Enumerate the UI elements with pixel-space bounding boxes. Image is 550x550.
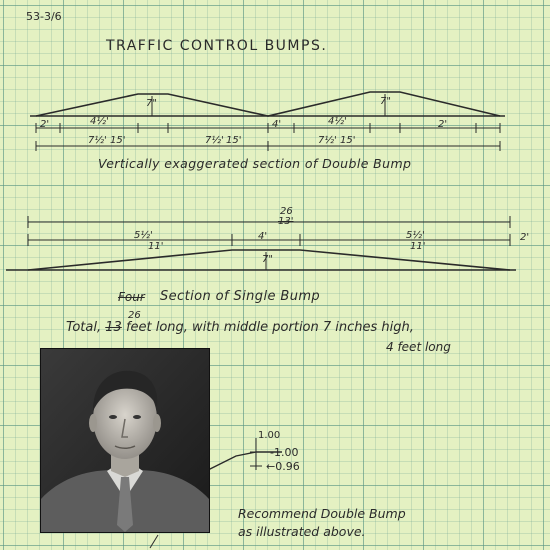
recommend-line-1: Recommend Double Bump: [238, 506, 406, 521]
note-line-1-rest: feet long, with middle portion 7 inches high,: [125, 320, 414, 335]
page-number: 53-3/6: [26, 10, 62, 23]
double-dim-2a: 2': [40, 119, 50, 130]
double-dim-4-5b: 4½': [328, 116, 347, 127]
double-dim-4a: 4': [272, 119, 282, 130]
note-prefix: Total,: [66, 320, 102, 335]
single-total-old: 13': [278, 216, 294, 227]
double-dim-4-5a: 4½': [90, 116, 109, 127]
double-dim-7-5c: 7½': [318, 135, 337, 146]
sketch-value-1: -1.00: [270, 446, 299, 459]
double-dim-7-5b: 7½': [205, 135, 224, 146]
note-old-value: 13: [105, 320, 122, 335]
double-dim-7-5a: 7½': [88, 135, 107, 146]
single-height-label: 7": [262, 254, 273, 265]
note-line-2: 4 feet long: [386, 340, 451, 354]
double-height-label-2: 7": [380, 96, 391, 107]
recommend-line-2: as illustrated above.: [238, 524, 366, 539]
single-dim-5-5b: 5½': [406, 230, 425, 241]
single-dim-4: 4': [258, 231, 268, 242]
double-dim-15b: 15': [226, 135, 242, 146]
note-line-1: [66, 320, 414, 335]
double-dim-2b: 2': [438, 119, 448, 130]
single-bump-caption: Section of Single Bump: [160, 289, 321, 304]
single-dim-5-5a: 5½': [134, 230, 153, 241]
sketch-top-label: 1.00: [258, 430, 281, 441]
double-height-label-1: 7": [146, 98, 157, 109]
double-dim-15c: 15': [340, 135, 356, 146]
single-dim-11b: 11': [410, 241, 426, 252]
portrait-photo-drawing: [41, 349, 209, 532]
single-caption-struck: Four: [118, 290, 145, 304]
portrait-photo: [40, 348, 210, 533]
single-total-new: 26: [280, 206, 293, 217]
page-title: TRAFFIC CONTROL BUMPS.: [106, 38, 328, 54]
sketch-value-2: ←0.96: [266, 460, 300, 473]
single-dim-11a: 11': [148, 241, 164, 252]
note-new-value: 26: [128, 310, 141, 321]
pencil-mark: [150, 535, 158, 548]
double-bump-caption: Vertically exaggerated section of Double Bump: [98, 156, 412, 171]
double-bump-profile: [36, 92, 500, 116]
single-dim-2: 2': [520, 232, 530, 243]
double-dim-15a: 15': [110, 135, 126, 146]
